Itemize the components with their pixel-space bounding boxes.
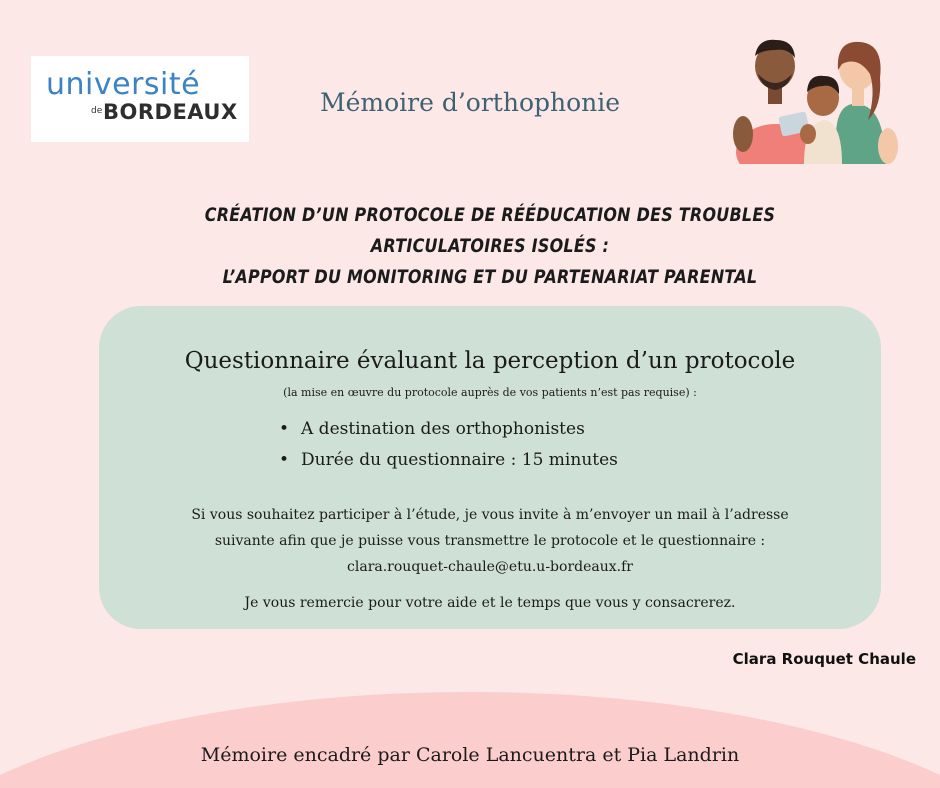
logo-text-bordeaux: BORDEAUX	[103, 100, 238, 124]
questionnaire-card	[99, 306, 881, 629]
invitation-line2: suivante afin que je puisse vous transmettre le protocole et le questionnaire :	[214, 533, 766, 549]
study-title-line1: CRÉATION D’UN PROTOCOLE DE RÉÉDUCATION DES TROUBLES ARTICULATOIRES ISOLÉS :	[204, 204, 776, 257]
invitation-line1: Si vous souhaitez participer à l’étude, je vous invite à m’envoyer un mail à l’adresse	[191, 507, 789, 523]
logo-text-universite: université	[46, 67, 201, 102]
author-name: Clara Rouquet Chaule	[732, 650, 916, 668]
university-logo	[31, 56, 249, 142]
list-item-duration: • Durée du questionnaire : 15 minutes	[279, 445, 618, 476]
participation-invitation	[99, 502, 881, 580]
study-title-line2: L’APPORT DU MONITORING ET DU PARTENARIAT PARENTAL	[222, 266, 758, 288]
study-title	[154, 200, 826, 293]
page-title: Mémoire d’orthophonie	[320, 88, 621, 117]
contact-email[interactable]: clara.rouquet-chaule@etu.u-bordeaux.fr	[347, 559, 633, 575]
questionnaire-details-list	[279, 414, 618, 476]
family-illustration	[728, 34, 900, 164]
footer-arc-shape	[0, 692, 940, 788]
logo-text-de: de	[91, 106, 103, 116]
questionnaire-note: (la mise en œuvre du protocole auprès de vos patients n’est pas requise) :	[283, 386, 697, 399]
supervisors-text: Mémoire encadré par Carole Lancuentra et Pia Landrin	[200, 744, 740, 766]
thanks-text: Je vous remercie pour votre aide et le temps que vous y consacrerez.	[244, 595, 736, 611]
questionnaire-heading: Questionnaire évaluant la perception d’un protocole	[184, 348, 796, 374]
list-item-audience: • A destination des orthophonistes	[279, 414, 618, 445]
